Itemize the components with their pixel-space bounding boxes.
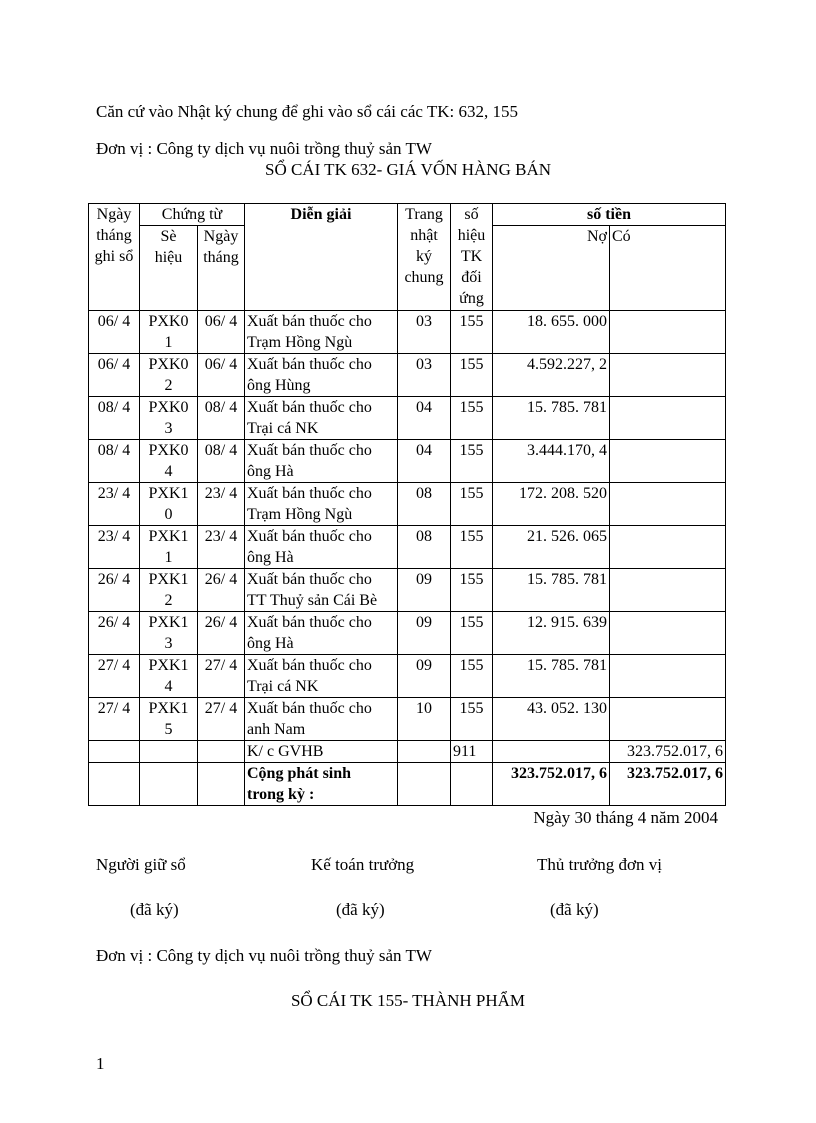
row-account: 155 bbox=[451, 354, 493, 397]
total-row bbox=[89, 763, 726, 806]
row-voucher-date: 23/ 4 bbox=[198, 526, 245, 569]
row-debit: 12. 915. 639 bbox=[493, 612, 610, 655]
row-journal-page: 09 bbox=[398, 655, 451, 698]
row-description: Xuất bán thuốc cho Trại cá NK bbox=[245, 397, 398, 440]
row-voucher-date: 27/ 4 bbox=[198, 698, 245, 741]
header-amount: số tiền bbox=[493, 204, 726, 226]
row-date: 06/ 4 bbox=[89, 311, 140, 354]
row-date: 27/ 4 bbox=[89, 698, 140, 741]
row-voucher-no: PXK1 0 bbox=[140, 483, 198, 526]
row-debit: 3.444.170, 4 bbox=[493, 440, 610, 483]
header-row-1 bbox=[89, 204, 726, 226]
row-description: Xuất bán thuốc cho Trại cá NK bbox=[245, 655, 398, 698]
ledger-title-632: SỔ CÁI TK 632- GIÁ VỐN HÀNG BÁN bbox=[264, 160, 551, 179]
table-row bbox=[89, 397, 726, 440]
transfer-voucher-date bbox=[198, 741, 245, 763]
table-row bbox=[89, 440, 726, 483]
row-journal-page: 09 bbox=[398, 612, 451, 655]
signature-accountant-title: Kế toán trưởng bbox=[311, 855, 415, 874]
total-account bbox=[451, 763, 493, 806]
row-description: Xuất bán thuốc cho ông Hùng bbox=[245, 354, 398, 397]
row-account: 155 bbox=[451, 526, 493, 569]
signature-head-title: Thủ trưởng đơn vị bbox=[537, 855, 662, 874]
row-voucher-no: PXK1 5 bbox=[140, 698, 198, 741]
row-date: 08/ 4 bbox=[89, 397, 140, 440]
row-voucher-date: 06/ 4 bbox=[198, 354, 245, 397]
row-date: 06/ 4 bbox=[89, 354, 140, 397]
row-account: 155 bbox=[451, 569, 493, 612]
signature-keeper-title: Người giữ sổ bbox=[96, 855, 186, 874]
header-description: Diễn giải bbox=[245, 204, 398, 311]
row-description: Xuất bán thuốc cho ông Hà bbox=[245, 440, 398, 483]
transfer-row bbox=[89, 741, 726, 763]
row-journal-page: 04 bbox=[398, 440, 451, 483]
row-credit bbox=[610, 612, 726, 655]
row-credit bbox=[610, 483, 726, 526]
row-voucher-date: 23/ 4 bbox=[198, 483, 245, 526]
row-journal-page: 03 bbox=[398, 354, 451, 397]
row-debit: 4.592.227, 2 bbox=[493, 354, 610, 397]
row-account: 155 bbox=[451, 655, 493, 698]
unit-line: Đơn vị : Công ty dịch vụ nuôi trồng thuỷ sản TW bbox=[96, 139, 432, 158]
table-row bbox=[89, 311, 726, 354]
row-description: Xuất bán thuốc cho TT Thuỷ sản Cái Bè bbox=[245, 569, 398, 612]
row-journal-page: 08 bbox=[398, 526, 451, 569]
table-row bbox=[89, 569, 726, 612]
header-account-no: số hiệu TK đối ứng bbox=[451, 204, 493, 311]
row-debit: 15. 785. 781 bbox=[493, 569, 610, 612]
table-row bbox=[89, 698, 726, 741]
row-voucher-date: 26/ 4 bbox=[198, 612, 245, 655]
row-voucher-date: 08/ 4 bbox=[198, 440, 245, 483]
table-row bbox=[89, 655, 726, 698]
row-voucher-no: PXK1 3 bbox=[140, 612, 198, 655]
total-voucher-date bbox=[198, 763, 245, 806]
row-voucher-no: PXK0 2 bbox=[140, 354, 198, 397]
page-number: 1 bbox=[96, 1054, 105, 1073]
row-credit bbox=[610, 655, 726, 698]
header-journal-page: Trang nhật ký chung bbox=[398, 204, 451, 311]
date-line: Ngày 30 tháng 4 năm 2004 bbox=[533, 808, 718, 827]
transfer-debit bbox=[493, 741, 610, 763]
row-date: 23/ 4 bbox=[89, 526, 140, 569]
row-account: 155 bbox=[451, 397, 493, 440]
row-description: Xuất bán thuốc cho Trạm Hồng Ngù bbox=[245, 483, 398, 526]
row-date: 26/ 4 bbox=[89, 612, 140, 655]
row-credit bbox=[610, 440, 726, 483]
row-voucher-date: 08/ 4 bbox=[198, 397, 245, 440]
row-voucher-no: PXK0 3 bbox=[140, 397, 198, 440]
row-debit: 15. 785. 781 bbox=[493, 397, 610, 440]
row-credit bbox=[610, 354, 726, 397]
row-debit: 18. 655. 000 bbox=[493, 311, 610, 354]
transfer-journal-page bbox=[398, 741, 451, 763]
row-voucher-date: 27/ 4 bbox=[198, 655, 245, 698]
row-debit: 43. 052. 130 bbox=[493, 698, 610, 741]
row-account: 155 bbox=[451, 311, 493, 354]
total-credit: 323.752.017, 6 bbox=[610, 763, 726, 806]
header-voucher: Chứng từ bbox=[140, 204, 245, 226]
row-voucher-no: PXK1 2 bbox=[140, 569, 198, 612]
table-row bbox=[89, 526, 726, 569]
header-date: Ngày tháng ghi sổ bbox=[89, 204, 140, 311]
transfer-credit: 323.752.017, 6 bbox=[610, 741, 726, 763]
total-voucher-no bbox=[140, 763, 198, 806]
header-voucher-no: Sè hiệu bbox=[140, 226, 198, 311]
row-credit bbox=[610, 698, 726, 741]
transfer-account: 911 bbox=[451, 741, 493, 763]
row-credit bbox=[610, 526, 726, 569]
row-journal-page: 04 bbox=[398, 397, 451, 440]
header-debit: Nợ bbox=[493, 226, 610, 311]
row-debit: 172. 208. 520 bbox=[493, 483, 610, 526]
row-voucher-no: PXK0 4 bbox=[140, 440, 198, 483]
row-date: 08/ 4 bbox=[89, 440, 140, 483]
total-description: Cộng phát sinh trong kỳ : bbox=[245, 763, 398, 806]
row-debit: 21. 526. 065 bbox=[493, 526, 610, 569]
total-debit: 323.752.017, 6 bbox=[493, 763, 610, 806]
intro-text: Căn cứ vào Nhật ký chung để ghi vào sổ cái các TK: 632, 155 bbox=[96, 102, 518, 121]
row-description: Xuất bán thuốc cho Trạm Hồng Ngù bbox=[245, 311, 398, 354]
row-date: 23/ 4 bbox=[89, 483, 140, 526]
row-description: Xuất bán thuốc cho ông Hà bbox=[245, 612, 398, 655]
row-account: 155 bbox=[451, 698, 493, 741]
row-journal-page: 03 bbox=[398, 311, 451, 354]
row-date: 26/ 4 bbox=[89, 569, 140, 612]
row-voucher-no: PXK0 1 bbox=[140, 311, 198, 354]
row-journal-page: 08 bbox=[398, 483, 451, 526]
row-description: Xuất bán thuốc cho anh Nam bbox=[245, 698, 398, 741]
header-voucher-date: Ngày tháng bbox=[198, 226, 245, 311]
row-credit bbox=[610, 311, 726, 354]
row-credit bbox=[610, 397, 726, 440]
row-journal-page: 10 bbox=[398, 698, 451, 741]
row-account: 155 bbox=[451, 612, 493, 655]
row-voucher-date: 06/ 4 bbox=[198, 311, 245, 354]
table-row bbox=[89, 354, 726, 397]
ledger-table-632 bbox=[88, 203, 726, 806]
table-row bbox=[89, 483, 726, 526]
signed-keeper: (đã ký) bbox=[130, 900, 179, 919]
signed-head: (đã ký) bbox=[550, 900, 599, 919]
transfer-voucher-no bbox=[140, 741, 198, 763]
row-account: 155 bbox=[451, 483, 493, 526]
row-voucher-no: PXK1 1 bbox=[140, 526, 198, 569]
row-debit: 15. 785. 781 bbox=[493, 655, 610, 698]
transfer-date bbox=[89, 741, 140, 763]
transfer-description: K/ c GVHB bbox=[245, 741, 398, 763]
ledger-title-155: SỔ CÁI TK 155- THÀNH PHẨM bbox=[290, 991, 526, 1010]
unit-line-2: Đơn vị : Công ty dịch vụ nuôi trồng thuỷ sản TW bbox=[96, 946, 432, 965]
row-account: 155 bbox=[451, 440, 493, 483]
total-journal-page bbox=[398, 763, 451, 806]
header-credit: Có bbox=[610, 226, 726, 311]
row-date: 27/ 4 bbox=[89, 655, 140, 698]
row-description: Xuất bán thuốc cho ông Hà bbox=[245, 526, 398, 569]
row-credit bbox=[610, 569, 726, 612]
row-voucher-date: 26/ 4 bbox=[198, 569, 245, 612]
total-date bbox=[89, 763, 140, 806]
row-journal-page: 09 bbox=[398, 569, 451, 612]
row-voucher-no: PXK1 4 bbox=[140, 655, 198, 698]
signed-accountant: (đã ký) bbox=[336, 900, 385, 919]
table-row bbox=[89, 612, 726, 655]
